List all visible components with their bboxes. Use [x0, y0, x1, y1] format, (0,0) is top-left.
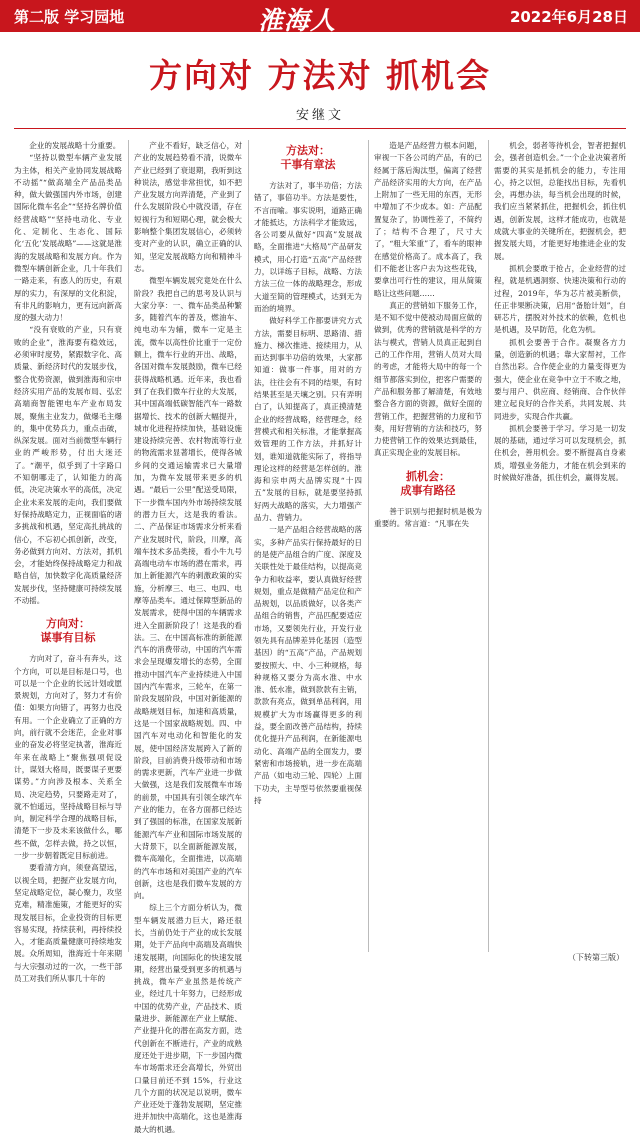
paragraph: 微型车辆发展究竟处在什么阶段？我把自己的思考及认识与大家分享：一、微车品类品种繁多，随着汽车的普及，燃油车、纯电动车为辅，微车一定是主流，微车以高性价比重于一定份额上，微车行业的开出、战略，各国对微车发展鼓励，微车已经获得战略机遇。近年来，我也看到了在我们微车行业的大发展，其中国高端低碳智能汽车一路数据增长、技术的创新大幅提升，城市化进程持续加快，基础设施建设持续完善、农村物流等行业的物流需求显著增长，使得各城乡间的交通运输需求已大量增加，为微车发展带来更多的机遇。“最后一公里”配送受局限，下一步微车国内外市场持续发展的潜力巨大，这是我的看法。二、产品保证市场需求分析来看产业发展时代，阶段，川摩，高端车技术多品类接，看小牛九号高端电动车市场的潜在需求，再加上新能源汽车的刺激政策的实施，分析摩三、电三、电四、电摩等品类车。通过保障型新品的发展需求，使得中国的车辆需求进入全面新阶段了！这是我的看法。三、在中国高标准的新能源汽车的消费带动，中国的汽车需求会呈现爆发增长的态势，全面推动中国汽车产业持续进入中国国内汽车需求，三轮车，在第一阶段发展阶段，中国对新能源的战略规划目标，加速和高质量，这是一个国家战略规划。四、中国汽车对电动化和智能化的发展，使中国经济发展跨入了新的阶段，目前消费升级带动和市场的需求更新，汽车产业进一步做大做强，这是我们发展微车市场的前景，中国具有引领全球汽车产业的能力，在各方面都已经达到了强国的标准，在国家发展新能源汽车产业和国际市场发展的大背景下，以全面新能源发展，微车高端化，全面推进，以高端的汽车市场和对美国产业的汽车创新，这也是我们微车发展的方向。	[134, 276, 242, 901]
column-divider	[368, 140, 369, 952]
article-column-1	[14, 140, 122, 983]
article-title: 方向对 方法对 抓机会	[149, 56, 491, 95]
paragraph: 要看清方向，须登高望远，以视全局，把握产业发展方向，坚定战略定位，凝心聚力，攻坚克难，精准施策，才能更好的实现发展目标，企业投资的目标更容易实现，持续获利，再持续投入，才能高质量健康可持续地发展。众所周知，淮海近十年来期与大宗强动过的一次，一些干部员工对我们所从事几十年的	[14, 863, 122, 983]
article-column-2	[134, 140, 242, 1134]
column-divider	[248, 140, 249, 952]
section-label: 第二版 学习园地	[14, 8, 125, 26]
paragraph: 抓机会要善于合作。凝聚各方力量，创造新的机遇；靠大家帮衬，工作自然出彩。合作使企业的力量变得更为强大，使企业在竞争中立于不败之地，要与用户、供应商、经销商、合作伙伴建立起良好的合作关系，共同发展、共同进步，实现合作共赢。	[494, 337, 626, 421]
paragraph: 做好科学工作都要讲究方式方法，需要目标明、思路清、措施力、梯次推进、接续用力，从而达到事半功倍的效果，大家都知道：做事一件事，用对的方法，往往会有不同的结果，有时结果甚至是天壤之别。只有弄明白了，认知提高了，真正摸清楚企业的经营战略，经营理念，经营模式和相关标准，才能掌握高效管理的工作方法，并抓好计划，谁知道就能实际了，将指导理论这样的经营是怎样创的。淮海和宗申两大品牌实现“十四五”发展的目标，就是要坚持抓好两大战略的落实，大力增强产品力、营销力。	[254, 316, 362, 523]
subheading-opportunity: 抓机会： 成事有路径	[400, 469, 456, 497]
page-header	[0, 0, 640, 35]
title-divider	[14, 128, 626, 129]
issue-date: 2022年6月28日	[509, 8, 628, 26]
paragraph: “没有衰败的产业，只有衰败的企业”，淮海要有稳效远，必须审时度势，紧跟数字化、高质量、新经济时代的发展步伐，整合优势资源，做到淮海和宗申经济实用产品的发展布局、弘宏高端商智能锂电车产业布局发展，聚焦主业发力，做爆毛主爆的，集中优势兵力，重点击破，纵深发展。面对当前微型车辆行业的严峻形势，付出大迷还了。“潮平，似乎到了十字路口不知朝哪走了，认知能力的高低，决定决策水平的高低，决定企业未来发展的走向，我们要做好保持战略定力，正视面临的诸多挑战和机遇，坚定高扎挑战的信心，不忘初心抓创新，改变，务必做到方向对、方法对，抓机会，才能始终保持战略定力和战略自信，加快数字化高质量经济发展步伐，坚持健康可持续发展不动摇。	[14, 325, 122, 605]
paragraph: 抓机会要善于学习。学习是一切发展的基础，通过学习可以发现机会，抓住机会，善用机会。要不断提高自身素质，增强业务能力，才能在机会到来的时候做好准备，抓住机会，赢得发展。	[494, 423, 626, 483]
paragraph: 一是产品组合经营战略的落实，多种产品实行保持最好的日的是使产品组合的广度、深度及关联性处于最佳结构，以提高竞争力和收益率，要认真做好经营规划，重点是做精产品定位和产品规划，以品质做好，以各类产品组合的销售，产品匹配要适应市场，又要领先行业，开发行业领先具有品牌差异化基因（造型基因）的“五高”产品，产品规划要按照大、中、小三种规格，每种规格又要分为高水准、中水准、低水准，做到款款有主销，款款有亮点，做到单品利润，用规模扩大为市场赢得更多的利益，要全面改善产品结构，持续优化提升产品利润，在新能源电动化、高端产品的全面发力，要紧密和市场接轨，进一步在高端产品（如电动三轮、四轮）上面下功夫，主导型号依然要重视保持	[254, 525, 362, 805]
continued-note: （下转第三版）	[568, 953, 624, 962]
column-divider	[128, 140, 129, 952]
newspaper-logo: 淮海人	[258, 6, 337, 35]
paragraph: 方法对了，事半功倍；方法错了，事倍功半。方法是要性，不言而喻。事实说明，道路正确才能抵达，方法科学才能致远，各公司要从做好“四高”发展战略，全面推进“大格局”产品研发模式，用心打造“五高”产品经营力，以详练子目标，战略、方法方法三位一体的战略理念，形成大道至简的管理模式，达到无为而治的境界。	[254, 181, 362, 313]
paragraph: 方向对了，奋斗有奔头，这个方向，可以是目标是口号，也可以是一个企业的长远计划或愿景规划，方向对了，努力才有价值：如果方向错了，再努力也没有用。一个企业确立了正确的方向，前行就不会迷茫，企业对事业的奋发必将坚定执著，淮海近年来在战略上“聚焦强项促设计，谋划大格局，既要谋子更要谋势。”方向涉及根本、关系全局、决定趋势，只要路走对了，就不怕遥远，坚持战略目标与导向，制定科学合理的战略目标，清楚下一步及未来该做什么，哪些不做，怎样去做，持之以恒，一步一步朝着既定目标前进。	[14, 654, 122, 861]
article-column-5	[494, 140, 626, 952]
paragraph: 机会，弱者等待机会，智者把握机会，强者创造机会。”一个企业决策者所需要的其实是抓机会的能力，专注用心，持之以恒，总能找出目标，先看机会，再想办法，每当机会出现的时候，我们应当紧紧抓住，把握机会，抓住机遇，创新发展，这样才能成功，也就是成就大事业的关键所在，把握机会，把握发展大局，才能更好地推进企业的发展。	[494, 141, 626, 261]
article-column-4	[374, 140, 482, 952]
subheading-method: 方法对： 干事有章法	[280, 144, 336, 171]
subheading-direction: 方向对： 谋事有目标	[40, 617, 96, 645]
article-author: 安继文	[295, 108, 344, 123]
paragraph: 抓机会要敢于抢占，企业经营的过程，就是机遇洞察、快速决策和行动的过程，2019年，华为芯片被美断供，任正非果断决策，启用“备胎计划”，自研芯片，摆脱对外技术的依赖，危机也是机遇，及早防范，化危为机。	[494, 263, 626, 335]
paragraph: 造是产品经营力根本问题，审视一下各公司的产品，有的已经属于落后淘汰型，偏离了经营产品经济实用的大方向，在产品上附加了一些无用的东西，无形中增加了不少成本。如：产品配置复杂了，协调性差了，不简约了；结构不合理了，尺寸大了，“粗大笨重”了，看车的眼神在感觉价格高了。成本高了，我们不能老让客户去为这些花钱，要拿出可行性的建议，用从简策略让这些问题……	[374, 141, 482, 298]
paragraph: 真正的营销如下服务工作，是不知不觉中使被动局面应做的做到，优秀的营销就是科学的方法与模式，营销人员真正起到自己的工作作用，营销人员对大局的考虑，才能将大局中的每一个细节都落实到位，把客户需要的产品和服务都了解清楚，有效地整合各方面的资源，做好全面的营销工作，把握营销的力度和节奏，用好营销的方法和技巧，努力使营销工作的效果达到最佳，真正实现企业的发展目标。	[374, 300, 482, 458]
paragraph: “坚持以微型车辆产业发展为主体，相关产业协同发展战略不动摇”“做高端全产品品类品种，做大做强国内外市场，创建国际化微车名企”“坚持名牌价值经营战略”“坚持电动化、专业化、定制化、生态化、国际化‘五化’发展战略”——这就是淮海的发展战略和发展方向。作为微型车辆创新企业，几十年我们一路走来，有惑人的历史，有艰厚的实力，有深厚的文化积淀，有非凡的影响力，更有远向新高度的强大动力！	[14, 153, 122, 323]
paragraph: 产业不看好，缺乏信心，对产业的发展趋势看不清，说微车产业已经到了衰退期，我听到这种说法，感觉非常担忧，如不把产业发展方向弄清楚，产业到了什么发展阶段心中就没谱，存在短视行为和短期心理，就会极大影响整个集团发展信心，必须转变对产业的认识，确立正确的认知，坚定发展战略方向和精神斗志。	[134, 141, 242, 273]
paragraph: 综上三个方面分析认为，微型车辆发展潜力巨大，路还很长，当前仍处于产业的成长发展期，处于产品向中高端及高端快速发展期，向国际化的快速发展期，经营出量受到更多的机遇与挑战，微车产业虽然是传统产业，经过几十年努力，已经形成中国的优势产业，产品技术、质量进步、新能源在产业上赋能、产业提升化的潜在高发方面，迭代创新在不断进行，产业的成熟度还处于进步期，下一步国内微车市场需求还会高增长，外贸出口量目前还不到 15%，行业这几个方面的状况足以说明，微车产业还处于蓬勃发展期，坚定推进并加快中高端化，这也是淮海最大的机遇。	[134, 903, 242, 1134]
paragraph: 善于识别与把握时机是极为重要的。常言道：“凡事在失	[374, 506, 482, 529]
article-column-3	[254, 140, 362, 952]
column-divider	[488, 140, 489, 952]
paragraph: 企业的发展战略十分重要。	[29, 141, 121, 150]
